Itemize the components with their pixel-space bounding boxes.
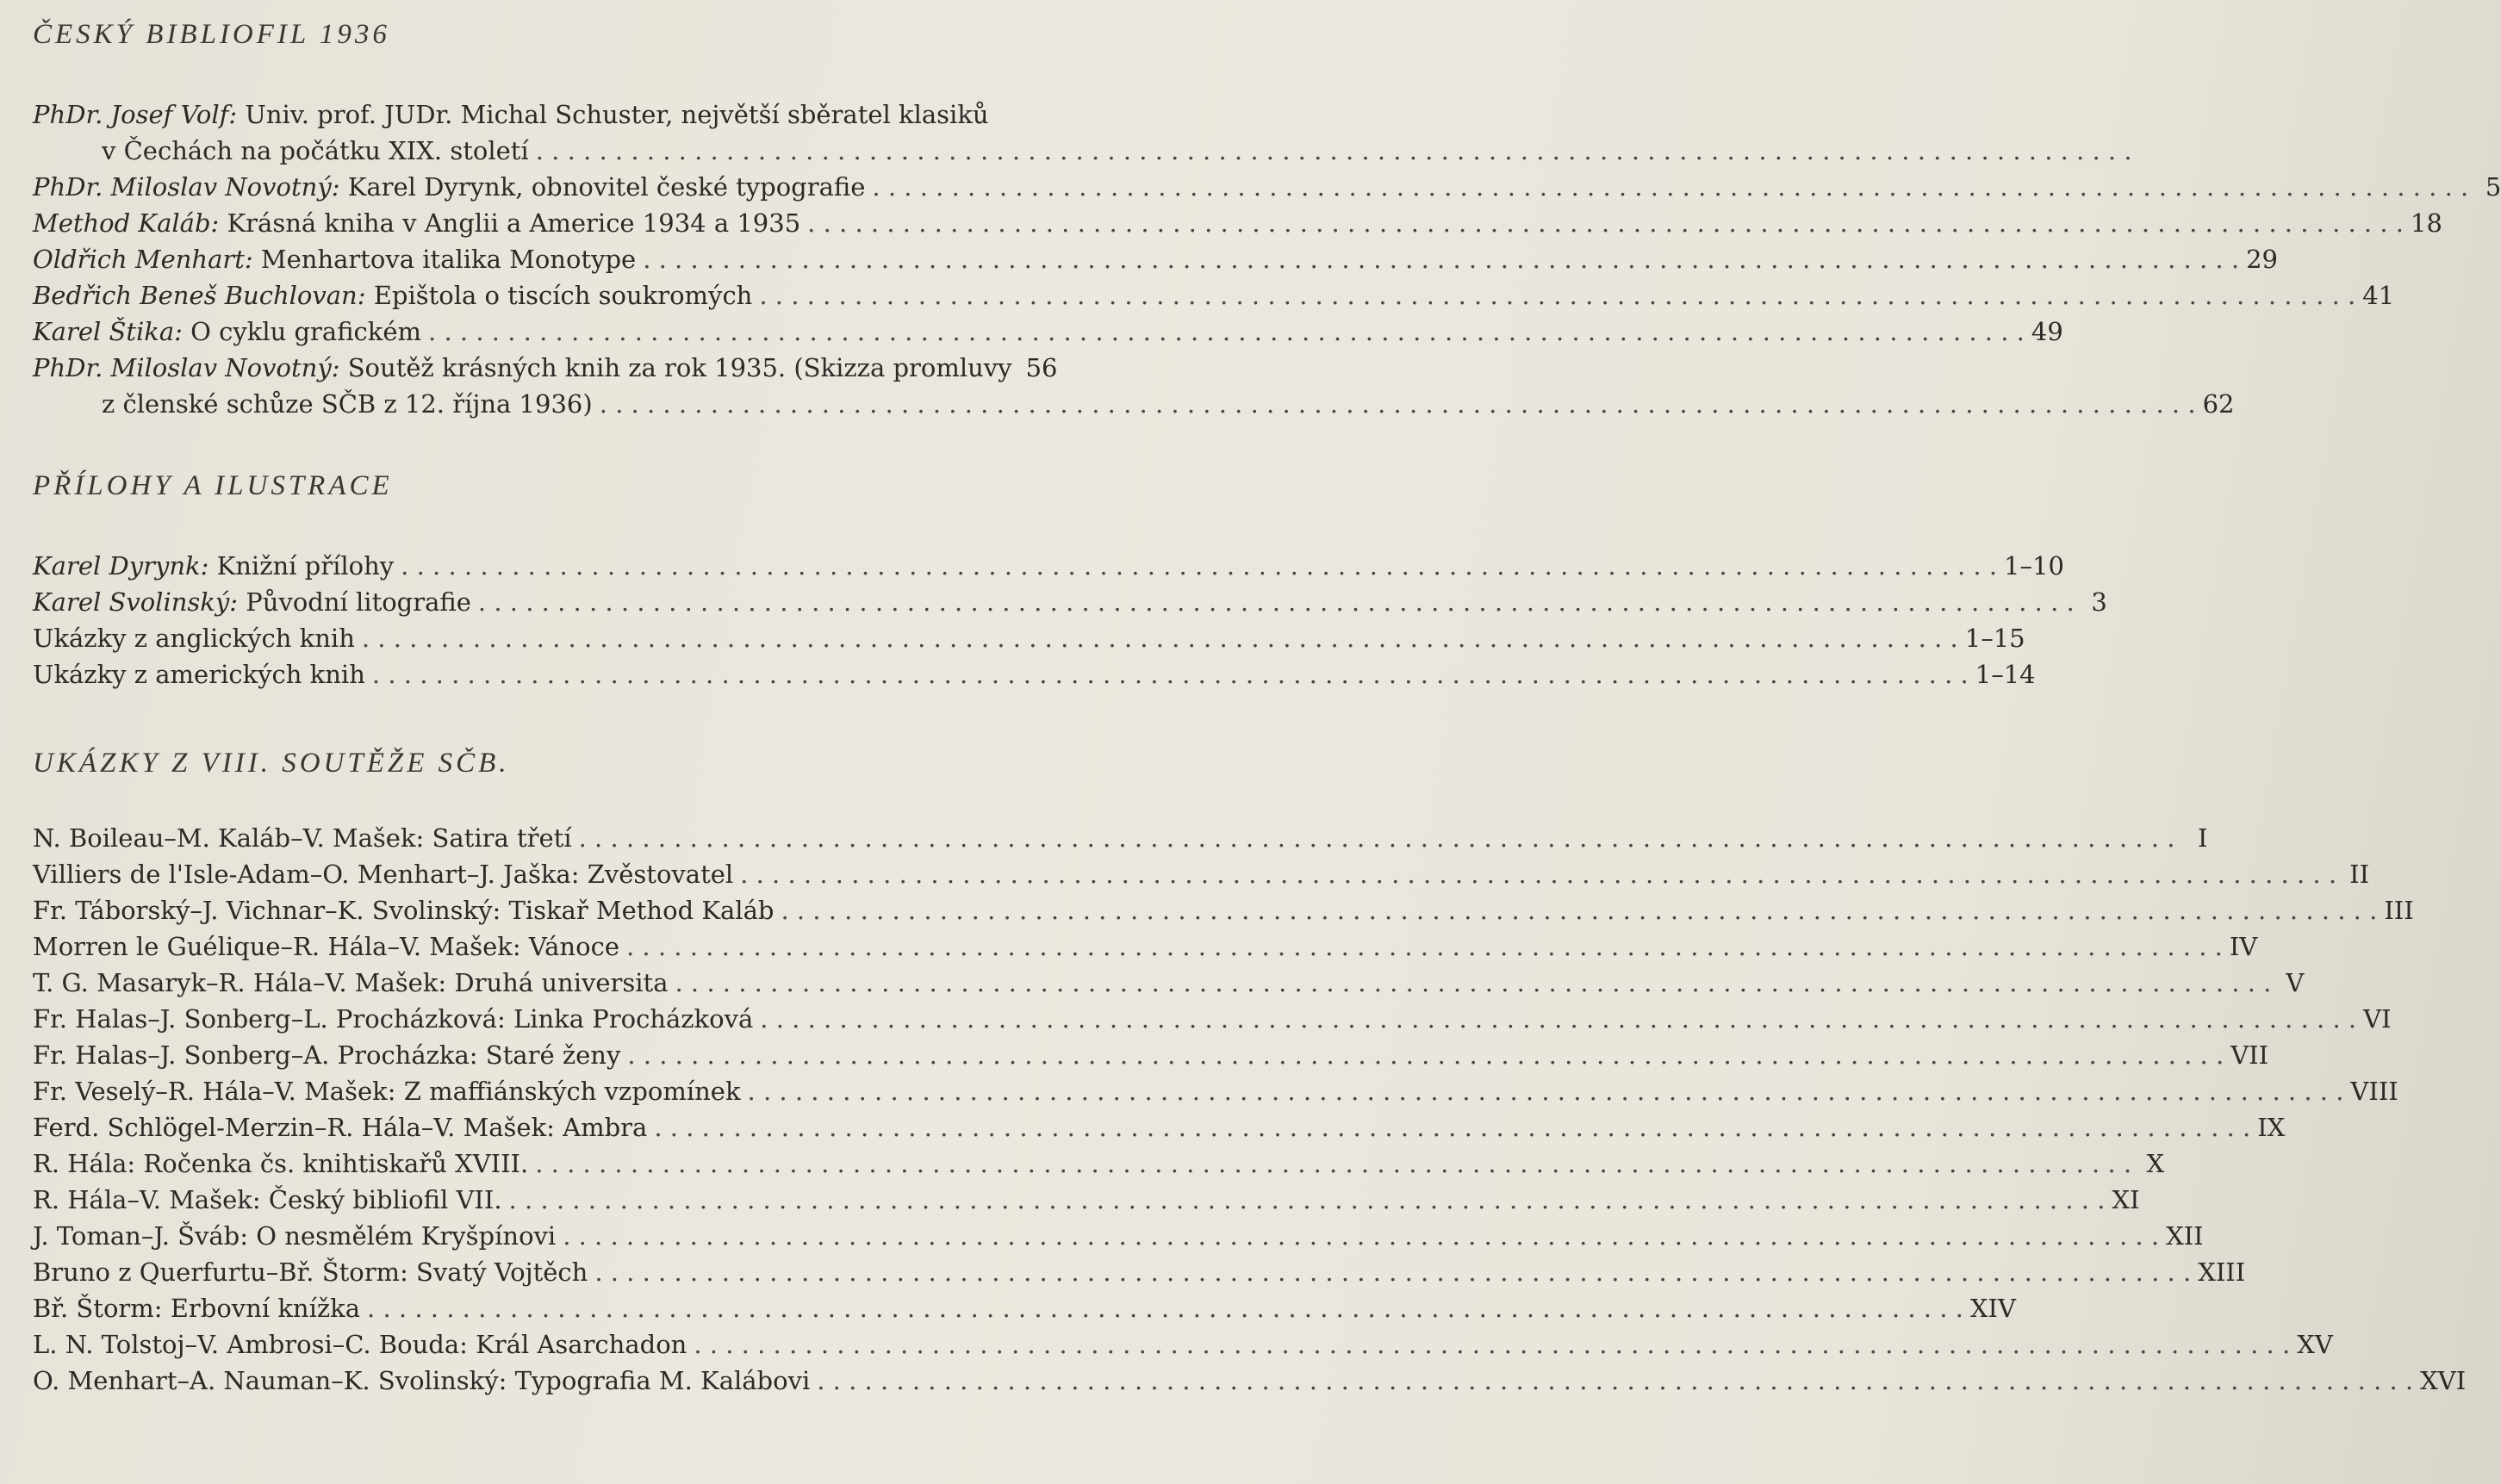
entry-title: Fr. Halas–J. Sonberg–A. Procházka: Staré ženy (33, 1040, 621, 1070)
entry-page: VI (2363, 1004, 2392, 1034)
toc-entry (33, 241, 2278, 277)
leader-dots (807, 205, 2404, 241)
leader-dots (740, 856, 2336, 892)
entry-page: XI (2112, 1185, 2140, 1214)
leader-dots (594, 1254, 2191, 1290)
entry-title: Soutěž krásných knih za rok 1935. (Skizza promluvy (347, 353, 1012, 382)
entry-title-continuation: z členské schůze SČB z 12. října 1936) (102, 389, 593, 419)
leader-dots (781, 892, 2377, 928)
entry-page: I (2198, 823, 2208, 853)
entry-page: XIII (2198, 1257, 2246, 1287)
entry-title-continuation: v Čechách na počátku XIX. století (102, 136, 529, 165)
entry-author: Karel Svolinský: (33, 587, 239, 617)
leader-dots (759, 277, 2355, 314)
toc-entry (33, 1218, 2204, 1254)
leader-dots (872, 169, 2468, 205)
entry-page: III (2384, 896, 2414, 925)
toc-entry (33, 584, 2107, 620)
entry-title: Ukázky z anglických knih (33, 624, 355, 653)
leader-dots (643, 241, 2239, 277)
section-title-prilohy: PŘÍLOHY A ILUSTRACE (33, 470, 393, 501)
leader-dots (694, 1326, 2290, 1363)
entry-title: L. N. Tolstoj–V. Ambrosi–C. Bouda: Král Asarchadon (33, 1330, 687, 1359)
entry-title: Krásná kniha v Anglii a Americe 1934 a 1935 (227, 208, 801, 238)
entry-page: 41 (2362, 281, 2395, 310)
entry-title: Fr. Veselý–R. Hála–V. Mašek: Z maffiánských vzpomínek (33, 1077, 741, 1106)
entry-page: 49 (2031, 317, 2063, 346)
toc-entry (33, 820, 2208, 856)
leader-dots (509, 1182, 2106, 1218)
entry-page: 3 (2091, 587, 2107, 617)
leader-dots (760, 1001, 2356, 1037)
toc-entry (33, 1109, 2286, 1146)
leader-dots (372, 656, 1969, 692)
entry-title: Villiers de l'Isle-Adam–O. Menhart–J. Jaška: Zvěstovatel (33, 860, 734, 889)
entry-page: IX (2257, 1113, 2286, 1142)
entry-page: 1–10 (2004, 551, 2064, 581)
leader-dots (401, 548, 1997, 584)
entry-page: 5 (2485, 172, 2501, 202)
entry-title: R. Hála: Ročenka čs. knihtiskařů XVIII. (33, 1149, 529, 1178)
toc-entry (33, 1290, 2016, 1326)
section-title-ukazky: UKÁZKY Z VIII. SOUTĚŽE SČB. (33, 748, 510, 779)
entry-page: XIV (1969, 1294, 2016, 1323)
leader-dots (654, 1109, 2250, 1146)
toc-entry (33, 277, 2395, 314)
entry-title: Univ. prof. JUDr. Michal Schuster, největší sběratel klasiků (245, 100, 989, 129)
toc-entry (33, 1037, 2269, 1073)
toc-list-competition-samples (33, 820, 2467, 1399)
toc-entry (33, 1326, 2333, 1363)
leader-dots (748, 1073, 2344, 1109)
toc-entry (33, 1182, 2140, 1218)
toc-entry (33, 548, 2064, 584)
entry-title: O. Menhart–A. Nauman–K. Svolinský: Typografia M. Kalábovi (33, 1366, 811, 1395)
leader-dots (817, 1363, 2413, 1399)
entry-author: Karel Štika: (33, 317, 183, 346)
section-title-cesky-bibliofil: ČESKÝ BIBLIOFIL 1936 (33, 19, 390, 50)
entry-page: V (2286, 968, 2305, 997)
leader-dots (367, 1290, 1963, 1326)
entry-title: Ukázky z amerických knih (33, 660, 365, 689)
leader-dots (536, 133, 2132, 169)
entry-page: X (2146, 1149, 2165, 1178)
entry-title: J. Toman–J. Šváb: O nesmělém Kryšpínovi (33, 1221, 557, 1251)
entry-author: PhDr. Miloslav Novotný: (33, 172, 340, 202)
entry-page: 1–15 (1964, 624, 2025, 653)
entry-title: Bř. Štorm: Erbovní knížka (33, 1294, 361, 1323)
entry-page: II (2349, 860, 2370, 889)
toc-entry (33, 350, 2235, 422)
entry-author: PhDr. Josef Volf: (33, 100, 238, 129)
entry-title: Bruno z Querfurtu–Bř. Štorm: Svatý Vojtěch (33, 1257, 588, 1287)
toc-entry (33, 205, 2442, 241)
entry-title: Menhartova italika Monotype (260, 245, 637, 274)
leader-dots (675, 965, 2272, 1001)
entry-author: Bedřich Beneš Buchlovan: (33, 281, 366, 310)
leader-dots (600, 386, 2196, 422)
entry-page: 29 (2246, 245, 2278, 274)
entry-page: VII (2230, 1040, 2269, 1070)
leader-dots (563, 1218, 2159, 1254)
toc-entry (33, 1363, 2467, 1399)
leader-dots (535, 1146, 2131, 1182)
toc-entry (33, 1146, 2165, 1182)
entry-author: Oldřich Menhart: (33, 245, 253, 274)
toc-entry (33, 856, 2370, 892)
entry-title: T. G. Masaryk–R. Hála–V. Mašek: Druhá universita (33, 968, 669, 997)
entry-author: PhDr. Miloslav Novotný: (33, 353, 340, 382)
toc-entry (33, 96, 1042, 169)
leader-dots (626, 928, 2223, 965)
toc-entry (33, 169, 2501, 205)
entry-title: Morren le Guélique–R. Hála–V. Mašek: Vánoce (33, 932, 619, 961)
toc-list-supplements (33, 548, 2107, 692)
entry-page: XV (2297, 1330, 2333, 1359)
leader-dots (579, 820, 2175, 856)
entry-title: Původní litografie (246, 587, 471, 617)
toc-entry (33, 892, 2414, 928)
entry-title: Fr. Táborský–J. Vichnar–K. Svolinský: Tiskař Method Kaláb (33, 896, 775, 925)
toc-entry (33, 656, 2036, 692)
entry-title: N. Boileau–M. Kaláb–V. Mašek: Satira třetí (33, 823, 572, 853)
entry-title: Karel Dyrynk, obnovitel české typografie (347, 172, 866, 202)
entry-page: 18 (2411, 208, 2442, 238)
toc-entry (33, 965, 2305, 1001)
entry-author: Method Kaláb: (33, 208, 220, 238)
entry-author: Karel Dyrynk: (33, 551, 209, 581)
toc-entry (33, 620, 2025, 656)
entry-title: R. Hála–V. Mašek: Český bibliofil VII. (33, 1185, 502, 1214)
entry-title: O cyklu grafickém (190, 317, 422, 346)
entry-page: XII (2166, 1221, 2204, 1251)
entry-title: Knižní přílohy (216, 551, 395, 581)
toc-entry (33, 314, 2063, 350)
entry-title: Epištola o tiscích soukromých (373, 281, 753, 310)
toc-entry (33, 1001, 2392, 1037)
entry-title: Ferd. Schlögel-Merzin–R. Hála–V. Mašek: Ambra (33, 1113, 648, 1142)
toc-entry (33, 1254, 2246, 1290)
entry-page: 62 (2202, 389, 2235, 419)
entry-page: VIII (2350, 1077, 2398, 1106)
entry-title: Fr. Halas–J. Sonberg–L. Procházková: Linka Procházková (33, 1004, 754, 1034)
leader-dots (362, 620, 1958, 656)
toc-entry (33, 1073, 2398, 1109)
toc-entry (33, 928, 2258, 965)
toc-list-articles (33, 96, 2501, 422)
entry-page: 1–14 (1975, 660, 2036, 689)
entry-page: 56 (1025, 353, 1058, 382)
leader-dots (428, 314, 2025, 350)
leader-dots (478, 584, 2075, 620)
entry-page: IV (2229, 932, 2258, 961)
leader-dots (627, 1037, 2224, 1073)
entry-page: XVI (2420, 1366, 2467, 1395)
